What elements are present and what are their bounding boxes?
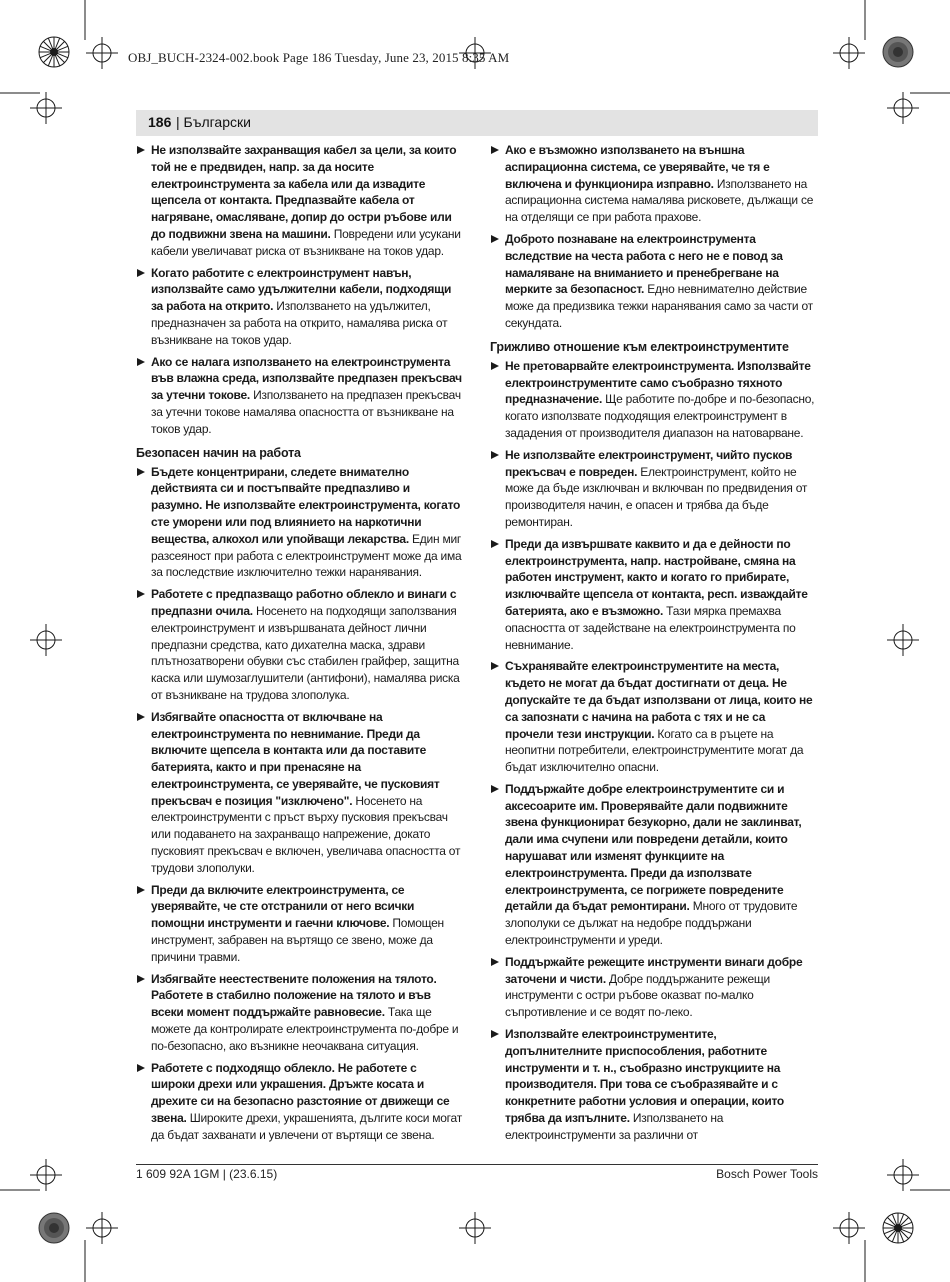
triangle-bullet-icon (137, 590, 145, 598)
item-bold-text: Поддържайте режещите инструменти винаги добре заточени и чисти. (505, 954, 803, 986)
item-bold-text: Работете с подходящо облекло. Не работете с широки дрехи или украшения. Дръжте косата и дрехите си на безопасно разстояние от движещи се звена. (151, 1060, 450, 1126)
item-bold-text: Не използвайте захранващия кабел за цели, за които той не е предвиден, напр. за да носите електроинструмента за кабела или да извадите щепсела от контакта. Предпазвайте кабела от нагряване, омасляване, допир до остри ръбове или до подвижни звена на машини. (151, 143, 457, 241)
item-text: Широките дрехи, украшенията, дългите коси могат да бъдат захванати и увлечени от въртящи се звена. (151, 1111, 462, 1142)
item-bold-text: Преди да извършвате каквито и да е дейности по електроинструмента, напр. настройване, смяна на работен инструмент, както и когато го прибирате, изключвайте щепсела от контакта, респ. изваждайте батерията, ако е възможно. (505, 536, 808, 618)
section-heading: Безопасен начин на работа (136, 445, 301, 460)
item-text: Използването на аспирационна система намалява рисковете, дължащи се на отделящи се при работа прахове. (505, 176, 814, 225)
bullet-item (490, 358, 816, 442)
bullet-item (490, 142, 816, 226)
item-text: Носенето на електроинструменти с пръст върху пусковия прекъсвач или подаването на захранващо напрежение, докато пусковият прекъсвач е включен, увеличава опасността от трудови злополуки. (151, 793, 461, 875)
item-bold-text: Не претоварвайте електроинструмента. Използвайте електроинструментите само съобразно тяхното предназначение. (505, 358, 811, 407)
bullet-item (490, 954, 816, 1021)
crosshair-top-right (833, 37, 865, 69)
page-header-band (136, 110, 818, 136)
item-text: Така ще можете да контролирате електроинструмента по-добре и по-безопасно, ако възникне неочаквана ситуация. (151, 1005, 459, 1053)
item-bold-text: Съхранявайте електроинструментите на места, където не могат да бъдат достигнати от деца. Не допускайте те да бъдат използвани от лица, които не са запознати с начина на работа с тях и не са прочели тези инструкции. (505, 659, 813, 741)
item-bold-text: Не използвайте електроинструмент, чийто пусков прекъсвач е повреден. (505, 447, 793, 479)
item-text: Ще работите по-добре и по-безопасно, когато използвате подходящия електроинструмент в зададения от производителя диапазон на натоварване. (505, 392, 815, 440)
item-bold-text: Ако се налага използването на електроинструмента във влажна среда, използвайте предпазен прекъсвач за утечни токове. (151, 354, 462, 403)
crosshair-bottom-left (86, 1212, 118, 1244)
bullet-item (490, 1026, 816, 1144)
right-column (490, 142, 816, 1149)
item-text: Използването на удължител, предназначен за работа на открито, намалява риска от възникване на токов удар. (151, 299, 448, 347)
bullet-item (136, 586, 462, 704)
bullet-item (136, 882, 462, 966)
item-text: Използването на електроинструменти за различни от (505, 1111, 724, 1142)
section-heading: Грижливо отношение към електроинструментите (490, 339, 789, 354)
page-number: 186 (148, 114, 172, 130)
triangle-bullet-icon (137, 713, 145, 721)
crosshair-left-lower (30, 1159, 62, 1191)
bullet-item (490, 781, 816, 949)
item-text: Тази мярка премахва опасността от задействане на електроинструмента по невнимание. (505, 603, 796, 652)
star-target-bottom-left (39, 1213, 69, 1243)
triangle-bullet-icon (491, 1030, 499, 1038)
triangle-bullet-icon (137, 269, 145, 277)
item-bold-text: Избягвайте неестествените положения на тялото. Работете в стабилно положение на тялото и във всеки момент поддържайте равновесие. (151, 971, 437, 1020)
star-target-top-left (39, 37, 69, 67)
item-bold-text: Работете с предпазващо работно облекло и винаги с предпазни очила. (151, 587, 457, 618)
language-label: | Български (176, 114, 251, 130)
bullet-item (490, 447, 816, 531)
bullet-item (136, 142, 462, 260)
bullet-item (136, 354, 462, 438)
bullet-item (136, 265, 462, 349)
item-bold-text: Преди да включите електроинструмента, се уверявайте, че сте отстранили от него всички помощни инструменти и гаечни ключове. (151, 882, 415, 931)
triangle-bullet-icon (137, 975, 145, 983)
item-bold-text: Използвайте електроинструментите, допълнителните приспособления, работните инструменти и т. н., съобразно инструкциите на производителя. При това се съобразявайте и с конкретните работни условия и операции, които трябва да изпълните. (505, 1027, 784, 1126)
item-bold-text: Поддържайте добре електроинструментите си и аксесоарите им. Проверявайте дали подвижните звена функционират безукорно, дали не заклинват, дали има счупени или повредени детайли, които нарушават или изменят функциите на електроинструмента. Преди да използвате електроинструмента, се погрижете повредените детайли да бъдат ремонтирани. (505, 781, 802, 914)
triangle-bullet-icon (137, 1064, 145, 1072)
bullet-item (136, 971, 462, 1055)
crosshair-left-upper (30, 92, 62, 124)
triangle-bullet-icon (491, 958, 499, 966)
bullet-item (490, 231, 816, 332)
crosshair-top-left (86, 37, 118, 69)
item-text: Когато са в ръцете на неопитни потребители, електроинструментите могат да бъдат изключително опасни. (505, 726, 804, 775)
item-text: Повредени или усукани кабели увеличават риска от възникване на токов удар. (151, 226, 461, 258)
triangle-bullet-icon (491, 540, 499, 548)
item-text: Електроинструмент, който не може да бъде изключван и включван по предвидения от производителя начин, е опасен и трябва да бъде ремонтиран. (505, 464, 808, 529)
star-target-top-right (883, 37, 913, 67)
crosshair-right-upper (887, 92, 919, 124)
bullet-item (136, 1060, 462, 1144)
footer-brand: Bosch Power Tools (716, 1167, 818, 1181)
triangle-bullet-icon (491, 146, 499, 154)
triangle-bullet-icon (491, 785, 499, 793)
item-bold-text: Когато работите с електроинструмент навън, използвайте само удължителни кабели, подходящи за работа на открито. (151, 265, 452, 314)
item-bold-text: Ако е възможно използването на външна аспирационна система, се уверявайте, че тя е включена и функционира изправно. (505, 143, 770, 191)
item-text: Едно невнимателно действие може да предизвика тежки наранявания само за части от секундата. (505, 282, 813, 330)
bullet-item (136, 709, 462, 877)
crosshair-right-lower (887, 1159, 919, 1191)
crosshair-right-mid (887, 624, 919, 656)
item-bold-text: Бъдете концентрирани, следете внимателно действията си и постъпвайте предпазливо и разумно. Не използвайте електроинструмента, когато сте уморени или под влиянието на наркотични вещества, алкохол или упойващи лекарства. (151, 464, 461, 546)
star-target-bottom-right (883, 1213, 913, 1243)
triangle-bullet-icon (491, 451, 499, 459)
crosshair-bottom-mid (459, 1212, 491, 1244)
item-text: Помощен инструмент, забравен на въртящо се звено, може да причини травми. (151, 916, 444, 964)
bullet-item (490, 658, 816, 776)
bullet-item (136, 464, 462, 582)
triangle-bullet-icon (137, 468, 145, 476)
item-text: Един миг разсеяност при работа с електроинструмент може да има за последствие изключително тежки наранявания. (151, 531, 462, 580)
item-bold-text: Доброто познаване на електроинструмента вследствие на честа работа с него не е повод за намаляване на вниманието и пренебрегване на мерките за безопасност. (505, 231, 783, 297)
file-header: OBJ_BUCH-2324-002.book Page 186 Tuesday, June 23, 2015 8:35 AM (128, 50, 510, 65)
triangle-bullet-icon (137, 358, 145, 366)
left-column (136, 142, 462, 1149)
item-bold-text: Избягвайте опасността от включване на електроинструмента по невнимание. Преди да включите щепсела в контакта или да поставите батерията, както и при пренасяне на електроинструмента, се уверявайте, че пусковият прекъсвач е позиция "изключено". (151, 709, 440, 808)
triangle-bullet-icon (491, 235, 499, 243)
item-text: Много от трудовите злополуки се дължат на недобре поддържани електроинструменти и уреди. (505, 899, 798, 948)
triangle-bullet-icon (137, 886, 145, 894)
triangle-bullet-icon (491, 362, 499, 370)
item-text: Използването на предпазен прекъсвач за утечни токове намалява опасността от възникване на токов удар. (151, 388, 461, 436)
footer-doc-code: 1 609 92A 1GM | (23.6.15) (136, 1167, 278, 1181)
footer-rule (136, 1164, 818, 1165)
triangle-bullet-icon (491, 662, 499, 670)
bullet-item (490, 536, 816, 654)
crosshair-bottom-right (833, 1212, 865, 1244)
triangle-bullet-icon (137, 146, 145, 154)
crosshair-left-mid (30, 624, 62, 656)
item-text: Носенето на подходящи заползвания електроинструмент и извършваната дейност лични предпазни средства, като дихателна маска, здрави плътнозатворени обувки със стабилен грайфер, защитна каска или шумозаглушители (антифони), намалява риска от възникване на трудова злополука. (151, 603, 460, 702)
item-text: Добре поддържаните режещи инструменти с остри ръбове оказват по-малко съпротивление и се водят по-леко. (505, 971, 770, 1020)
